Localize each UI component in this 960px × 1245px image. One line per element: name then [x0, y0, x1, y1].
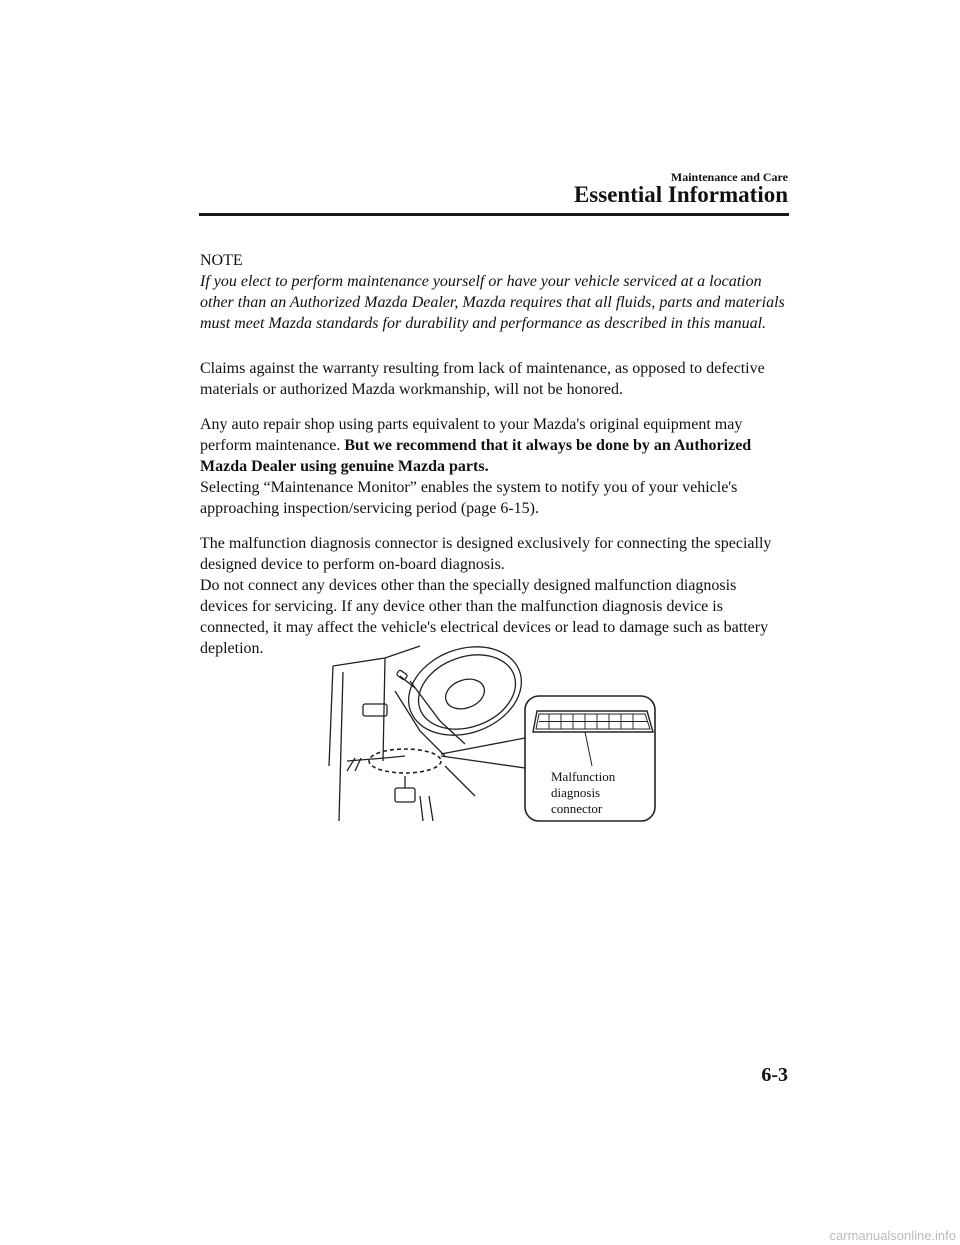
recommendation-text: But we recommend that it always be done by an Authorized Mazda Dealer using genuine Mazda parts.	[200, 437, 752, 475]
device-warning-paragraph: Do not connect any devices other than the specially designed malfunction diagnosis devices for servicing. If any device other than the malfunction diagnosis device is connected, it may affect the vehicle's electrical devices or lead to damage such as battery depletion.	[200, 577, 769, 657]
connector-label-line2: diagnosis	[551, 785, 601, 800]
note-text: If you elect to perform maintenance yourself or have your vehicle serviced at a location other than an Authorized Mazda Dealer, Mazda requires that all fluids, parts and materials must meet Mazda standards for durability and performance as described in this manual.	[200, 273, 785, 332]
header-divider	[199, 213, 789, 216]
section-name: Maintenance and Care	[670, 170, 788, 184]
repair-shop-text: Any auto repair shop using parts equivalent to your Mazda's original equipment may perform maintenance.	[200, 416, 743, 454]
connector-label	[551, 769, 615, 817]
connector-label-line1: Malfunction	[551, 769, 616, 784]
main-content	[200, 250, 788, 659]
maintenance-monitor-paragraph: Selecting “Maintenance Monitor” enables the system to notify you of your vehicle's approaching inspection/servicing period (page 6-15).	[200, 479, 738, 517]
page-title: Essential Information	[573, 182, 788, 207]
connector-label-line3: connector	[551, 801, 603, 816]
repair-shop-paragraph	[200, 414, 788, 477]
note-label: NOTE	[200, 252, 243, 269]
diagnosis-connector-paragraph: The malfunction diagnosis connector is designed exclusively for connecting the specially designed device to perform on-board diagnosis.	[200, 535, 772, 573]
warranty-paragraph: Claims against the warranty resulting from lack of maintenance, as opposed to defective materials or authorized Mazda workmanship, will not be honored.	[200, 360, 765, 398]
page-number: 6-3	[761, 1064, 788, 1086]
watermark: carmanualsonline.info	[829, 1228, 956, 1243]
